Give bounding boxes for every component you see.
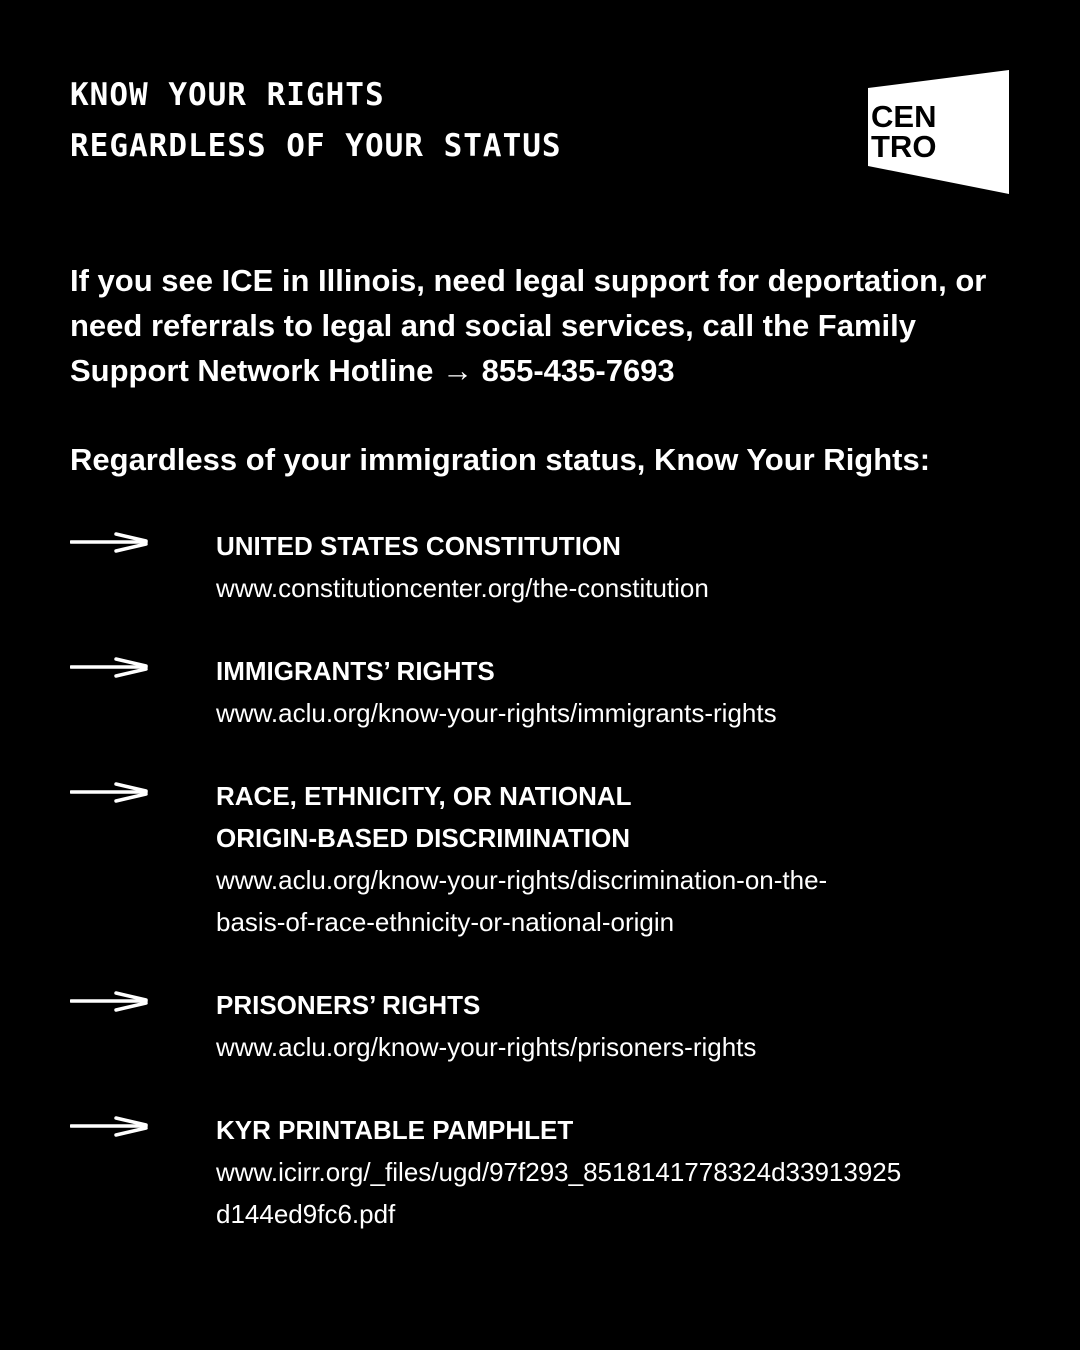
hotline-intro: If you see ICE in Illinois, need legal support for deportation, or need referrals to legal and social services, call the Family Support Network Hotline → 855-435-7693: [70, 263, 987, 388]
resource-link-line-2[interactable]: basis-of-race-ethnicity-or-national-origin: [216, 907, 675, 937]
resource-link-line-1[interactable]: www.icirr.org/_files/ugd/97f293_8518141778324d33913925: [216, 1157, 902, 1187]
resource-title: IMMIGRANTS’ RIGHTS: [216, 656, 495, 686]
page-title: [70, 70, 562, 172]
resource-title: PRISONERS’ RIGHTS: [216, 990, 481, 1020]
resource-title: UNITED STATES CONSTITUTION: [216, 531, 621, 561]
resource-link[interactable]: www.aclu.org/know-your-rights/immigrants-rights: [216, 698, 777, 728]
page-title-line-2: REGARDLESS OF YOUR STATUS: [70, 128, 562, 164]
resource-title-line-2: ORIGIN-BASED DISCRIMINATION: [216, 823, 631, 853]
centro-logo: [866, 69, 1010, 195]
resource-link-line-1[interactable]: www.aclu.org/know-your-rights/discrimination-on-the-: [216, 865, 828, 895]
resource-link[interactable]: www.constitutioncenter.org/the-constitution: [216, 573, 709, 603]
rights-subheading: Regardless of your immigration status, Know Your Rights:: [70, 442, 931, 477]
resource-link[interactable]: www.aclu.org/know-your-rights/prisoners-rights: [216, 1032, 757, 1062]
arrow-right-icon: [70, 529, 150, 557]
logo-text-line-1: CEN: [871, 99, 937, 134]
arrow-right-icon: [70, 1113, 150, 1141]
page-title-line-1: KNOW YOUR RIGHTS: [70, 77, 385, 113]
arrow-right-icon: [70, 988, 150, 1016]
resource-link-line-2[interactable]: d144ed9fc6.pdf: [216, 1199, 396, 1229]
resource-title-line-1: RACE, ETHNICITY, OR NATIONAL: [216, 781, 632, 811]
logo-text-line-2: TRO: [871, 129, 937, 164]
arrow-right-icon: [70, 654, 150, 682]
arrow-right-icon: [70, 779, 150, 807]
resource-title: KYR PRINTABLE PAMPHLET: [216, 1115, 574, 1145]
